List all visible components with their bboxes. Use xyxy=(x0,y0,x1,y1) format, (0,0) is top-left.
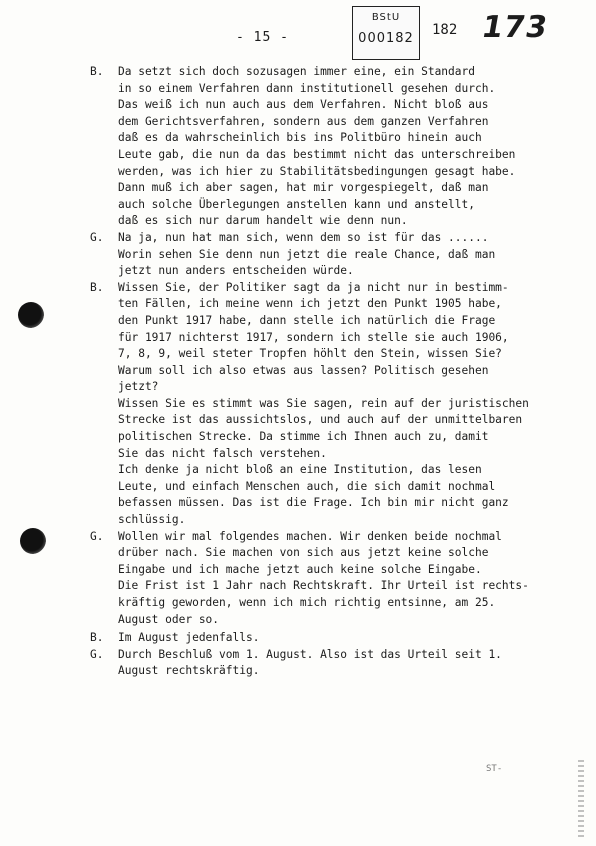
folio-number: 182 xyxy=(432,22,458,38)
text-line: Leute gab, die nun da das bestimmt nicht das unterschreiben xyxy=(118,147,516,161)
text-line: Wollen wir mal folgendes machen. Wir denken beide nochmal xyxy=(118,529,502,543)
dialogue-paragraph xyxy=(90,529,560,629)
text-line: für 1917 nichterst 1917, sondern ich stelle sie auch 1906, xyxy=(118,330,509,344)
text-line: auch solche Überlegungen anstellen kann und anstellt, xyxy=(118,197,475,211)
speaker-label: G. xyxy=(90,647,104,661)
punch-hole-icon xyxy=(18,302,44,328)
text-line: Na ja, nun hat man sich, wenn dem so ist für das ...... xyxy=(118,230,489,244)
text-line: Wissen Sie, der Politiker sagt da ja nicht nur in bestimm- xyxy=(118,280,509,294)
dialogue-paragraph xyxy=(90,280,560,529)
text-line: den Punkt 1917 habe, dann stelle ich natürlich die Frage xyxy=(118,313,496,327)
text-line: ten Fällen, ich meine wenn ich jetzt den Punkt 1905 habe, xyxy=(118,297,502,311)
text-line: August oder so. xyxy=(118,612,220,626)
text-line: Dann muß ich aber sagen, hat mir vorgespiegelt, daß man xyxy=(118,181,489,195)
dialogue-paragraph xyxy=(90,64,560,230)
handwritten-folio-number: 173 xyxy=(478,10,551,45)
speaker-label: G. xyxy=(90,230,104,244)
speaker-label: G. xyxy=(90,529,104,543)
text-line: Ich denke ja nicht bloß an eine Institution, das lesen xyxy=(118,463,482,477)
stamp-number: 000182 xyxy=(358,31,414,46)
text-line: Warum soll ich also etwas aus lassen? Politisch gesehen xyxy=(118,363,489,377)
text-line: schlüssig. xyxy=(118,513,186,527)
text-line: Leute, und einfach Menschen auch, die sich damit nochmal xyxy=(118,479,496,493)
text-line: Strecke ist das aussichtslos, und auch auf der unmittelbaren xyxy=(118,413,523,427)
text-line: politischen Strecke. Da stimme ich Ihnen auch zu, damit xyxy=(118,430,489,444)
text-line: kräftig geworden, wenn ich mich richtig entsinne, am 25. xyxy=(118,596,496,609)
speaker-label: B. xyxy=(90,280,104,294)
speaker-label: B. xyxy=(90,631,104,645)
text-line: jetzt nun anders entscheiden würde. xyxy=(118,264,354,278)
text-line: in so einem Verfahren dann institutionell gesehen durch. xyxy=(118,81,496,95)
text-line: Eingabe und ich mache jetzt auch keine solche Eingabe. xyxy=(118,562,482,576)
text-line: Durch Beschluß vom 1. August. Also ist das Urteil seit 1. xyxy=(118,647,502,661)
scan-edge-artifact xyxy=(578,760,584,840)
punch-hole-icon xyxy=(20,528,46,554)
transcript-body xyxy=(90,64,560,680)
text-line: befassen müssen. Das ist die Frage. Ich bin mir nicht ganz xyxy=(118,496,509,510)
corner-mark: ST- xyxy=(486,764,503,774)
text-line: daß es sich nur darum handelt wie denn nun. xyxy=(118,214,408,228)
text-line: Sie das nicht falsch verstehen. xyxy=(118,446,327,460)
text-line: Im August jedenfalls. xyxy=(118,631,260,645)
text-line: jetzt? xyxy=(118,380,159,394)
dialogue-paragraph xyxy=(90,630,560,647)
text-line: daß es da wahrscheinlich bis ins Politbüro hinein auch xyxy=(118,131,482,145)
archive-stamp xyxy=(352,6,420,60)
stamp-agency: BStU xyxy=(371,12,401,23)
text-line: drüber nach. Sie machen von sich aus jetzt keine solche xyxy=(118,546,489,560)
text-line: Da setzt sich doch sozusagen immer eine, ein Standard xyxy=(118,65,475,78)
text-line: 7, 8, 9, weil steter Tropfen höhlt den Stein, wissen Sie? xyxy=(118,347,502,361)
page-number: - 15 - xyxy=(236,30,289,45)
dialogue-paragraph xyxy=(90,230,560,280)
text-line: werden, was ich hier zu Stabilitätsbedingungen gesagt habe. xyxy=(118,164,516,178)
text-line: Wissen Sie es stimmt was Sie sagen, rein auf der juristischen xyxy=(118,396,529,410)
text-line: Das weiß ich nun auch aus dem Verfahren. Nicht bloß aus xyxy=(118,98,489,112)
text-line: dem Gerichtsverfahren, sondern aus dem ganzen Verfahren xyxy=(118,114,489,128)
text-line: Die Frist ist 1 Jahr nach Rechtskraft. Ihr Urteil ist rechts- xyxy=(118,579,529,593)
text-line: Worin sehen Sie denn nun jetzt die reale Chance, daß man xyxy=(118,247,496,261)
dialogue-paragraph xyxy=(90,647,560,680)
speaker-label: B. xyxy=(90,65,104,78)
text-line: August rechtskräftig. xyxy=(118,664,260,678)
